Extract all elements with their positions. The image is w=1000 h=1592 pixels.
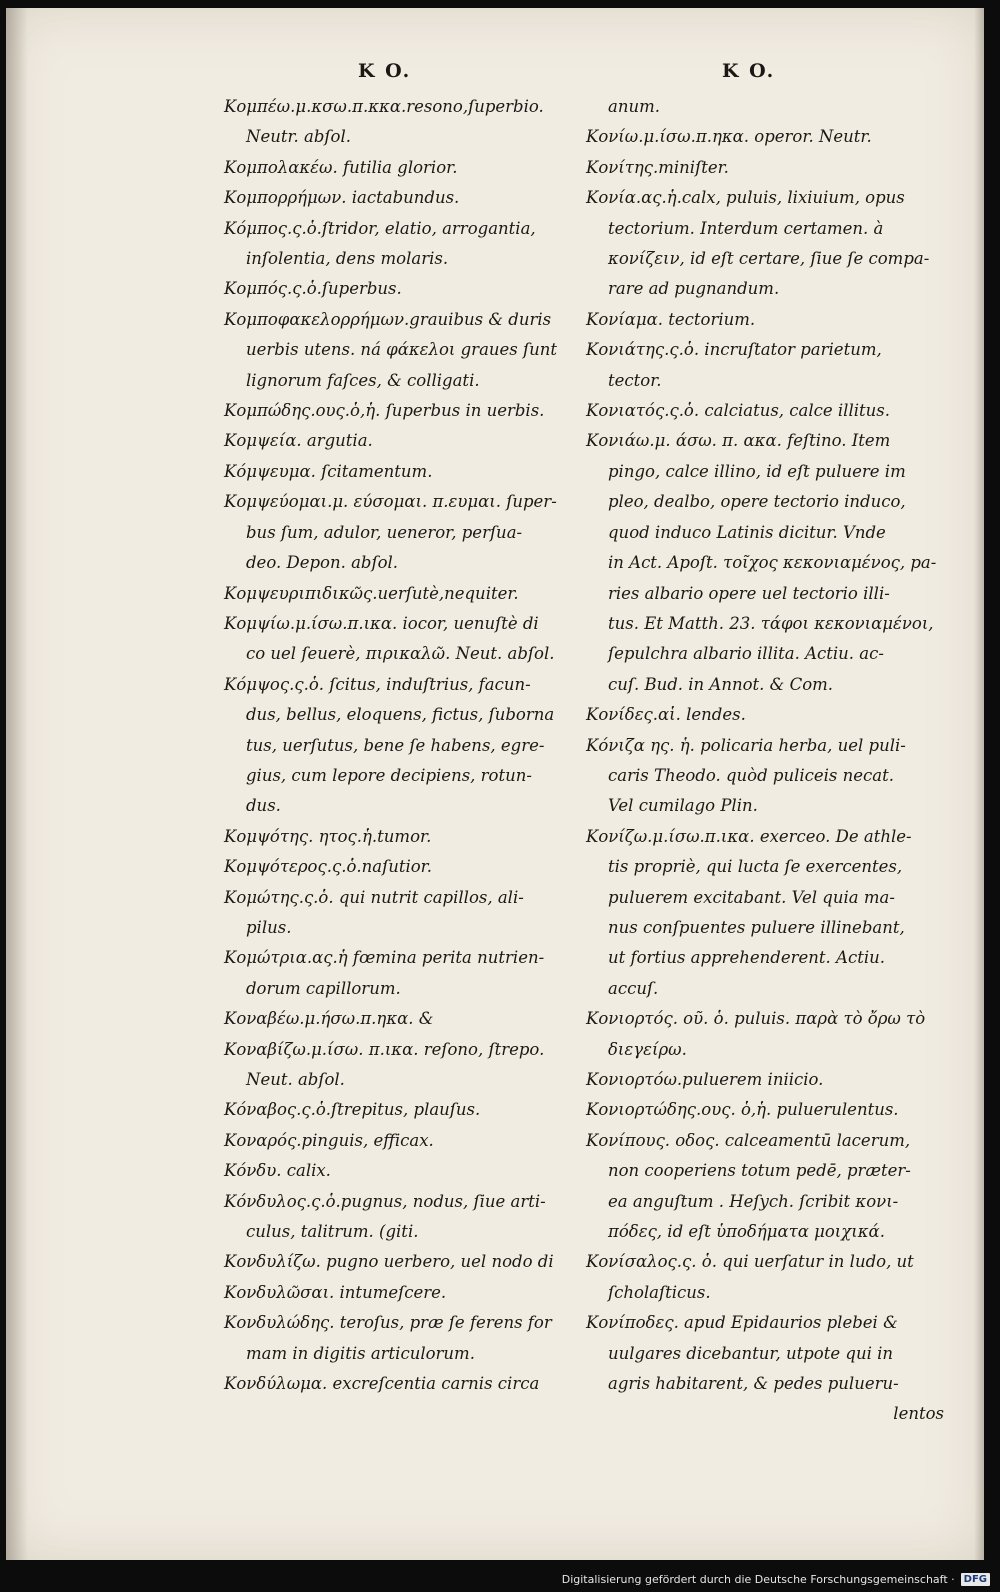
entry-continuation-line: lignorum faſces, & colligati. (246, 370, 480, 390)
entry-continuation-line: gius, cum lepore decipiens, rotun- (246, 765, 532, 785)
entry-continuation-line: ſepulchra albario illita. Actiu. ac- (608, 644, 884, 664)
dictionary-entry-line: Κονιορτός. οῦ. ὁ. puluis. παρὰ τὸ ὄρω τὸ (586, 1009, 926, 1029)
dictionary-entry-line: Κοναρός.pinguis, efficax. (224, 1130, 434, 1150)
dictionary-entry-line: Κονίποδες. apud Epidaurios plebei & (586, 1313, 898, 1333)
entry-continuation-line: quod induco Latinis dicitur. Vnde (608, 522, 886, 542)
dictionary-entry-line: Κομπέω.μ.κσω.π.κκα.resono,ſuperbio. (224, 97, 544, 116)
entry-continuation-line: dus. (246, 796, 281, 816)
entry-continuation-line: Neut. abſol. (246, 1070, 345, 1089)
dictionary-entry-line: Κομψίω.μ.ίσω.π.ικα. iocor, uenuſtè di (224, 613, 539, 633)
dictionary-entry-line: Κομπορρήμων. iactabundus. (224, 188, 460, 208)
entry-continuation-line: mam in digitis articulorum. (246, 1343, 475, 1363)
dictionary-entry-line: Κόμπος.ς.ὁ.ſtridor, elatio, arrogantia, (224, 218, 536, 238)
dictionary-entry-line: Κόμψευμα. ſcitamentum. (224, 461, 433, 481)
entry-continuation-line: διεγείρω. (608, 1039, 687, 1059)
right-column (586, 92, 948, 1430)
dictionary-entry-line: Κονιορτώδης.ους. ὁ,ἡ. puluerulentus. (586, 1100, 899, 1120)
entry-continuation-line: pingo, calce illino, id eſt puluere im (608, 461, 906, 481)
entry-continuation-line: tectorium. Interdum certamen. à (608, 218, 884, 238)
entry-continuation-line: culus, talitrum. (giti. (246, 1222, 419, 1242)
entry-continuation-line: κονίζειν, id eſt certare, ſiue ſe compa- (608, 249, 930, 269)
dictionary-entry-line: Κομψότερος.ς.ὁ.naſutior. (224, 857, 432, 877)
entry-continuation-line: inſolentia, dens molaris. (246, 249, 449, 269)
entry-continuation-line: in Act. Apoſt. τοῖχος κεκονιαμένος, pa- (608, 553, 937, 573)
dictionary-entry-line: Κόμψος.ς.ὁ. ſcitus, induſtrius, facun- (224, 674, 531, 694)
footer-credit: Digitalisierung gefördert durch die Deutsche Forschungsgemeinschaft · (561, 1573, 955, 1586)
entry-continuation-line: ries albario opere uel tectorio illi- (608, 583, 890, 603)
entry-continuation-line: dorum capillorum. (246, 978, 401, 998)
entry-continuation-line: Neutr. abſol. (246, 127, 351, 147)
dictionary-entry-line: Κόνδυ. calix. (224, 1161, 331, 1181)
dictionary-entry-line: Κόνιζα ης. ἡ. policaria herba, uel puli- (586, 735, 906, 755)
entry-continuation-line: deo. Depon. abſol. (246, 553, 399, 573)
entry-continuation-line: dus, bellus, eloquens, fictus, ſuborna (246, 705, 555, 725)
entry-continuation-line: πόδες, id eſt ὑποδήματα μοιχικά. (608, 1222, 885, 1242)
dictionary-entry-line: Κονδυλῶσαι. intumeſcere. (224, 1282, 447, 1302)
page-edge (974, 8, 984, 1560)
running-head-right: K O. (722, 60, 776, 82)
dictionary-entry-line: Κομψευριπιδικῶς.uerſutè,nequiter. (224, 583, 519, 603)
dictionary-entry-line: Κονίαμα. tectorium. (586, 309, 756, 329)
scanned-page (6, 8, 984, 1560)
entry-continuation-line: lentos (893, 1404, 944, 1424)
entry-continuation-line: rare ad pugnandum. (608, 279, 780, 299)
entry-continuation-line: uerbis utens. ná φάκελοι graues ſunt (246, 340, 558, 360)
entry-continuation-line: anum. (608, 97, 660, 116)
entry-continuation-line: tis propriè, qui lucta ſe exercentes, (608, 857, 903, 877)
dictionary-entry-line: Κονιάω.μ. άσω. π. ακα. feſtino. Item (586, 431, 891, 451)
binding-gutter (6, 8, 28, 1560)
entry-continuation-line: ſcholaſticus. (608, 1282, 711, 1302)
dictionary-entry-line: Κομπώδης.ους.ὁ,ἡ. ſuperbus in uerbis. (224, 401, 545, 421)
dictionary-entry-line: Κομποφακελορρήμων.grauibus & duris (224, 309, 552, 329)
dictionary-entry-line: Κόνδυλος.ς.ὁ.pugnus, nodus, ſiue arti- (224, 1191, 546, 1211)
entry-continuation-line: ut fortius apprehenderent. Actiu. (608, 948, 885, 968)
dictionary-entry-line: Κονίπους. οδος. calceamentū lacerum, (586, 1130, 911, 1150)
dictionary-entry-line: Κονιατός.ς.ὁ. calciatus, calce illitus. (586, 401, 890, 421)
dictionary-entry-line: Κονδυλίζω. pugno uerbero, uel nodo di (224, 1252, 554, 1272)
entry-continuation-line: caris Theodo. quòd puliceis necat. (608, 765, 894, 785)
entry-continuation-line: ea anguſtum . Heſych. ſcribit κονι- (608, 1191, 899, 1211)
dictionary-entry-line: Κοναβέω.μ.ήσω.π.ηκα. & (224, 1009, 434, 1029)
dictionary-entry-line: Κομώτης.ς.ὁ. qui nutrit capillos, ali- (224, 887, 524, 907)
dictionary-entry-line: Κονίσαλος.ς. ὁ. qui uerſatur in ludo, ut (586, 1252, 914, 1272)
entry-continuation-line: uulgares dicebantur, utpote qui in (608, 1343, 893, 1363)
dfg-logo: DFG (961, 1573, 990, 1586)
entry-continuation-line: tus. Et Matth. 23. τάφοι κεκονιαμένοι, (608, 613, 934, 633)
entry-continuation-line: nus conſpuentes puluere illinebant, (608, 917, 905, 937)
entry-continuation-line: pilus. (246, 917, 292, 937)
dictionary-entry-line: Κόναβος.ς.ὁ.ſtrepitus, plauſus. (224, 1100, 481, 1120)
entry-continuation-line: non cooperiens totum pedē, præter- (608, 1161, 911, 1181)
dictionary-entry-line: Κομώτρια.ας.ἡ fœmina perita nutrien- (224, 948, 545, 968)
entry-continuation-line: agris habitarent, & pedes pulueru- (608, 1374, 899, 1394)
dictionary-entry-line: Κομπολακέω. futilia glorior. (224, 157, 458, 177)
dictionary-entry-line: Κομψότης. ητος.ἡ.tumor. (224, 826, 432, 846)
dictionary-entry-line: Κομψεύομαι.μ. εύσομαι. π.ευμαι. ſuper- (224, 492, 557, 512)
dictionary-entry-line: Κονίω.μ.ίσω.π.ηκα. operor. Neutr. (586, 127, 872, 147)
dictionary-entry-line: Κονιάτης.ς.ὁ. incruſtator parietum, (586, 340, 882, 360)
entry-continuation-line: co uel ſeuerè, πιρικαλῶ. Neut. abſol. (246, 644, 555, 664)
dictionary-entry-line: Κονδυλώδης. teroſus, præ ſe ferens for (224, 1313, 552, 1333)
entry-continuation-line: Vel cumilago Plin. (608, 796, 758, 816)
dictionary-entry-line: Κομπός.ς.ὁ.ſuperbus. (224, 279, 402, 299)
entry-continuation-line: cuſ. Bud. in Annot. & Com. (608, 674, 834, 694)
entry-continuation-line: accuſ. (608, 978, 659, 998)
running-head-left: K O. (358, 60, 412, 82)
dictionary-entry-line: Κονιορτόω.puluerem iniicio. (586, 1070, 824, 1089)
dictionary-entry-line: Κονδύλωμα. excreſcentia carnis circa (224, 1374, 540, 1394)
dictionary-entry-line: Κομψεία. argutia. (224, 431, 373, 451)
dictionary-entry-line: Κονίτης.miniſter. (586, 157, 729, 177)
dictionary-entry-line: Κονίδες.αἱ. lendes. (586, 705, 746, 725)
left-column (224, 92, 584, 1399)
dictionary-entry-line: Κονίζω.μ.ίσω.π.ικα. exerceo. De athle- (586, 826, 912, 846)
entry-continuation-line: tus, uerſutus, bene ſe habens, egre- (246, 735, 545, 755)
dictionary-entry-line: Κονία.ας.ἡ.calx, puluis, lixiuium, opus (586, 188, 905, 208)
entry-continuation-line: tector. (608, 370, 662, 390)
entry-continuation-line: puluerem excitabant. Vel quia ma- (608, 887, 895, 907)
entry-continuation-line: pleo, dealbo, opere tectorio induco, (608, 492, 906, 512)
entry-continuation-line: bus ſum, adulor, ueneror, perſua- (246, 522, 523, 542)
digitization-footer (562, 1573, 990, 1586)
dictionary-entry-line: Κοναβίζω.μ.ίσω. π.ικα. reſono, ſtrepo. (224, 1039, 545, 1059)
